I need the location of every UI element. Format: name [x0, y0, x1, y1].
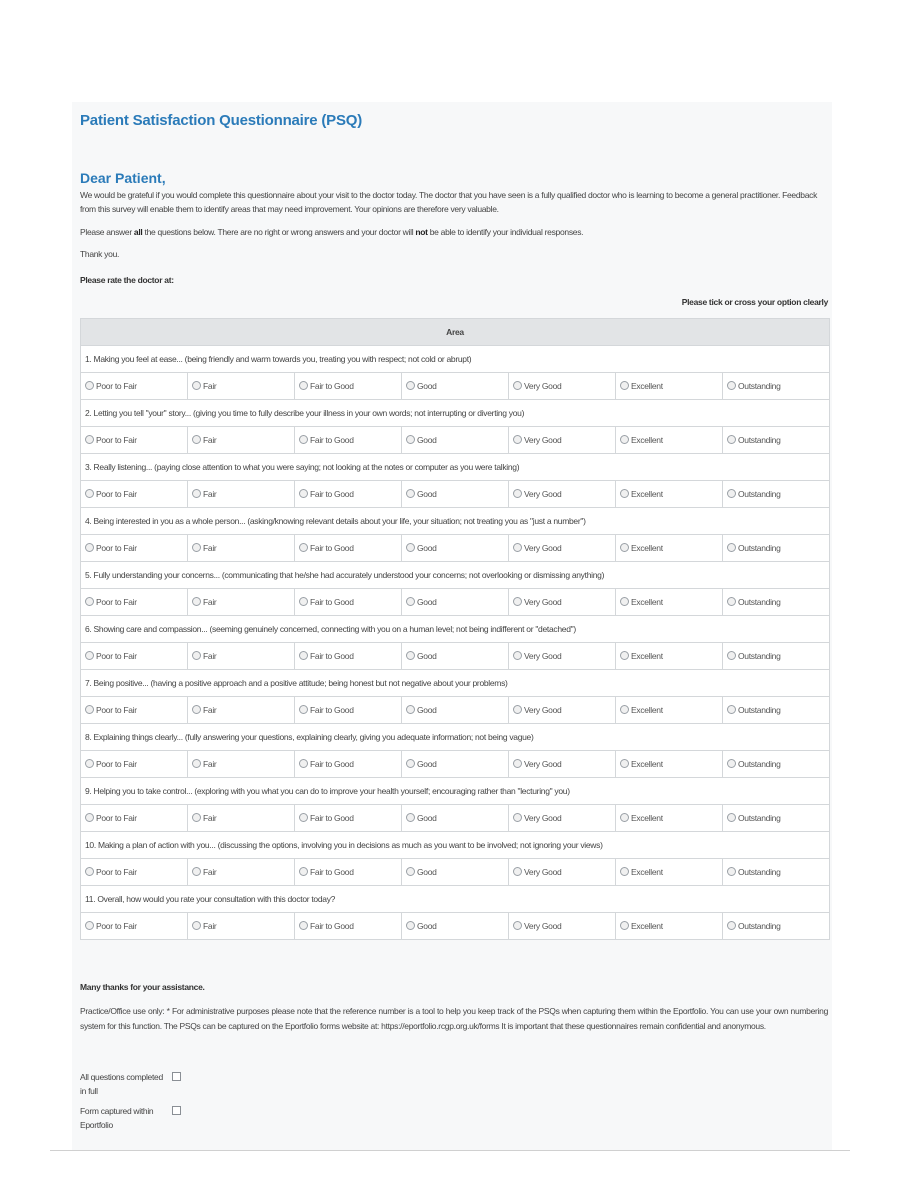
options-row: [81, 427, 830, 454]
options-row: [81, 535, 830, 562]
rating-option[interactable]: [188, 805, 295, 832]
rating-option[interactable]: [188, 913, 295, 940]
rating-option[interactable]: [402, 751, 509, 778]
question-row: [81, 346, 830, 373]
radio-button[interactable]: [727, 651, 736, 660]
option-label: Very Good: [524, 813, 562, 823]
question-row: [81, 670, 830, 697]
options-row: [81, 643, 830, 670]
option-label: Very Good: [524, 597, 562, 607]
option-label: Excellent: [631, 543, 663, 553]
option-label: Fair: [203, 867, 217, 877]
option-label: Good: [417, 759, 437, 769]
option-label: Good: [417, 435, 437, 445]
option-label: Fair: [203, 543, 217, 553]
option-label: Poor to Fair: [96, 381, 137, 391]
radio-button[interactable]: [192, 759, 201, 768]
option-label: Fair: [203, 381, 217, 391]
rating-option[interactable]: [616, 751, 723, 778]
option-label: Fair to Good: [310, 759, 354, 769]
rating-option[interactable]: [81, 427, 188, 454]
radio-button[interactable]: [192, 543, 201, 552]
rating-option[interactable]: [509, 481, 616, 508]
radio-button[interactable]: [620, 759, 629, 768]
rating-option[interactable]: [295, 697, 402, 724]
radio-button[interactable]: [513, 705, 522, 714]
option-label: Poor to Fair: [96, 705, 137, 715]
option-label: Excellent: [631, 921, 663, 931]
question-row: [81, 886, 830, 913]
radio-button[interactable]: [406, 435, 415, 444]
radio-button[interactable]: [299, 867, 308, 876]
option-label: Good: [417, 381, 437, 391]
options-row: [81, 751, 830, 778]
option-label: Excellent: [631, 489, 663, 499]
option-label: Very Good: [524, 867, 562, 877]
question-row: [81, 400, 830, 427]
question-row: [81, 454, 830, 481]
question-text: 1. Making you feel at ease... (being friendly and warm towards you, treating you with respect; not cold or abrupt): [81, 346, 830, 373]
rating-option[interactable]: [616, 589, 723, 616]
option-label: Excellent: [631, 435, 663, 445]
option-label: Good: [417, 543, 437, 553]
radio-button[interactable]: [727, 813, 736, 822]
rating-option[interactable]: [402, 805, 509, 832]
rating-option[interactable]: [81, 697, 188, 724]
radio-button[interactable]: [192, 921, 201, 930]
radio-button[interactable]: [727, 867, 736, 876]
radio-button[interactable]: [85, 921, 94, 930]
question-text: 5. Fully understanding your concerns... (communicating that he/she had accurately understood your concerns; not overlooking or dismissing anything): [81, 562, 830, 589]
rating-option[interactable]: [723, 751, 830, 778]
rating-option[interactable]: [723, 373, 830, 400]
rating-option[interactable]: [616, 859, 723, 886]
option-label: Fair: [203, 597, 217, 607]
option-label: Outstanding: [738, 381, 781, 391]
option-label: Fair to Good: [310, 435, 354, 445]
rating-option[interactable]: [509, 589, 616, 616]
rating-option[interactable]: [402, 373, 509, 400]
options-row: [81, 805, 830, 832]
option-label: Fair to Good: [310, 651, 354, 661]
option-label: Very Good: [524, 435, 562, 445]
rating-option[interactable]: [509, 427, 616, 454]
rating-option[interactable]: [723, 427, 830, 454]
option-label: Outstanding: [738, 705, 781, 715]
option-label: Poor to Fair: [96, 867, 137, 877]
option-label: Poor to Fair: [96, 597, 137, 607]
rating-option[interactable]: [81, 751, 188, 778]
rating-option[interactable]: [81, 589, 188, 616]
rating-option[interactable]: [723, 913, 830, 940]
question-text: 11. Overall, how would you rate your consultation with this doctor today?: [81, 886, 830, 913]
radio-button[interactable]: [406, 813, 415, 822]
rating-option[interactable]: [295, 427, 402, 454]
option-label: Outstanding: [738, 597, 781, 607]
radio-button[interactable]: [85, 651, 94, 660]
radio-button[interactable]: [406, 705, 415, 714]
rating-option[interactable]: [616, 643, 723, 670]
option-label: Fair to Good: [310, 543, 354, 553]
option-label: Fair: [203, 759, 217, 769]
question-text: 7. Being positive... (having a positive approach and a positive attitude; being honest but not negative about your problems): [81, 670, 830, 697]
rating-option[interactable]: [295, 373, 402, 400]
rating-option[interactable]: [295, 535, 402, 562]
option-label: Very Good: [524, 381, 562, 391]
tick-instruction: Please tick or cross your option clearly: [681, 297, 828, 307]
option-label: Excellent: [631, 381, 663, 391]
rating-option[interactable]: [188, 643, 295, 670]
option-label: Fair to Good: [310, 813, 354, 823]
radio-button[interactable]: [513, 867, 522, 876]
option-label: Good: [417, 867, 437, 877]
option-label: Very Good: [524, 543, 562, 553]
option-label: Fair to Good: [310, 705, 354, 715]
radio-button[interactable]: [406, 543, 415, 552]
option-label: Very Good: [524, 759, 562, 769]
rating-option[interactable]: [188, 697, 295, 724]
question-row: [81, 778, 830, 805]
rating-option[interactable]: [188, 481, 295, 508]
option-label: Poor to Fair: [96, 435, 137, 445]
option-label: Good: [417, 921, 437, 931]
option-label: Poor to Fair: [96, 651, 137, 661]
radio-button[interactable]: [620, 867, 629, 876]
question-text: 3. Really listening... (paying close attention to what you were saying; not looking at the notes or computer as you were talking): [81, 454, 830, 481]
option-label: Good: [417, 489, 437, 499]
radio-button[interactable]: [620, 651, 629, 660]
rating-option[interactable]: [81, 805, 188, 832]
radio-button[interactable]: [513, 435, 522, 444]
radio-button[interactable]: [513, 489, 522, 498]
option-label: Good: [417, 651, 437, 661]
rating-option[interactable]: [402, 427, 509, 454]
radio-button[interactable]: [513, 543, 522, 552]
option-label: Fair: [203, 921, 217, 931]
rating-option[interactable]: [81, 481, 188, 508]
radio-button[interactable]: [192, 381, 201, 390]
rating-option[interactable]: [723, 589, 830, 616]
radio-button[interactable]: [192, 597, 201, 606]
options-row: [81, 481, 830, 508]
radio-button[interactable]: [620, 435, 629, 444]
rating-option[interactable]: [188, 751, 295, 778]
radio-button[interactable]: [192, 651, 201, 660]
radio-button[interactable]: [406, 651, 415, 660]
rating-option[interactable]: [616, 913, 723, 940]
rating-option[interactable]: [295, 859, 402, 886]
question-text: 6. Showing care and compassion... (seeming genuinely concerned, connecting with you on a human level; not being indifferent or "detached"): [81, 616, 830, 643]
option-label: Fair: [203, 489, 217, 499]
radio-button[interactable]: [192, 813, 201, 822]
radio-button[interactable]: [727, 489, 736, 498]
rating-table: [80, 318, 830, 940]
radio-button[interactable]: [299, 813, 308, 822]
radio-button[interactable]: [513, 651, 522, 660]
option-label: Fair to Good: [310, 381, 354, 391]
rating-option[interactable]: [188, 373, 295, 400]
radio-button[interactable]: [406, 867, 415, 876]
radio-button[interactable]: [620, 597, 629, 606]
radio-button[interactable]: [727, 921, 736, 930]
rating-option[interactable]: [402, 643, 509, 670]
radio-button[interactable]: [620, 543, 629, 552]
radio-button[interactable]: [299, 597, 308, 606]
rating-option[interactable]: [188, 427, 295, 454]
options-row: [81, 373, 830, 400]
option-label: Excellent: [631, 597, 663, 607]
rating-option[interactable]: [723, 697, 830, 724]
footer-divider: [50, 1150, 850, 1151]
rating-option[interactable]: [81, 535, 188, 562]
rating-option[interactable]: [295, 913, 402, 940]
radio-button[interactable]: [85, 759, 94, 768]
radio-button[interactable]: [406, 921, 415, 930]
radio-button[interactable]: [406, 381, 415, 390]
rating-option[interactable]: [295, 589, 402, 616]
option-label: Outstanding: [738, 867, 781, 877]
question-text: 10. Making a plan of action with you... (discussing the options, involving you in decisions as much as you want to be involved; not ignoring your views): [81, 832, 830, 859]
rating-option[interactable]: [509, 535, 616, 562]
radio-button[interactable]: [727, 381, 736, 390]
option-label: Good: [417, 705, 437, 715]
thank-you-text: Thank you.: [80, 249, 120, 259]
instructions-paragraph: Please answer all the questions below. There are no right or wrong answers and your doctor will not be able to identify your individual responses.: [80, 227, 584, 237]
option-label: Very Good: [524, 705, 562, 715]
rating-option[interactable]: [295, 643, 402, 670]
rating-option[interactable]: [188, 859, 295, 886]
rating-option[interactable]: [509, 805, 616, 832]
rating-option[interactable]: [509, 859, 616, 886]
radio-button[interactable]: [620, 381, 629, 390]
option-label: Good: [417, 813, 437, 823]
rating-option[interactable]: [188, 535, 295, 562]
radio-button[interactable]: [406, 759, 415, 768]
rating-option[interactable]: [295, 481, 402, 508]
radio-button[interactable]: [513, 813, 522, 822]
radio-button[interactable]: [85, 705, 94, 714]
radio-button[interactable]: [299, 759, 308, 768]
option-label: Fair: [203, 813, 217, 823]
rating-option[interactable]: [402, 589, 509, 616]
option-label: Outstanding: [738, 435, 781, 445]
thanks-text: Many thanks for your assistance.: [80, 982, 205, 992]
radio-button[interactable]: [299, 921, 308, 930]
radio-button[interactable]: [85, 867, 94, 876]
option-label: Fair to Good: [310, 597, 354, 607]
rating-option[interactable]: [723, 805, 830, 832]
question-row: [81, 724, 830, 751]
options-row: [81, 697, 830, 724]
radio-button[interactable]: [299, 489, 308, 498]
option-label: Very Good: [524, 921, 562, 931]
rating-option[interactable]: [723, 481, 830, 508]
radio-button[interactable]: [299, 435, 308, 444]
option-label: Poor to Fair: [96, 759, 137, 769]
option-label: Fair to Good: [310, 489, 354, 499]
questions-completed-checkbox[interactable]: [172, 1072, 181, 1081]
option-label: Fair: [203, 705, 217, 715]
radio-button[interactable]: [727, 543, 736, 552]
radio-button[interactable]: [727, 435, 736, 444]
radio-button[interactable]: [727, 705, 736, 714]
check-form-captured: Form captured within Eportfolio: [80, 1104, 181, 1132]
radio-button[interactable]: [727, 759, 736, 768]
rating-option[interactable]: [509, 697, 616, 724]
option-label: Outstanding: [738, 489, 781, 499]
radio-button[interactable]: [620, 921, 629, 930]
greeting-heading: Dear Patient,: [80, 170, 166, 186]
radio-button[interactable]: [620, 489, 629, 498]
option-label: Outstanding: [738, 921, 781, 931]
rating-option[interactable]: [402, 913, 509, 940]
question-row: [81, 616, 830, 643]
options-row: [81, 859, 830, 886]
radio-button[interactable]: [513, 381, 522, 390]
table-header-area: Area: [81, 319, 830, 346]
question-text: 9. Helping you to take control... (exploring with you what you can do to improve your health yourself; encouraging rather than "lecturing" you): [81, 778, 830, 805]
rating-option[interactable]: [616, 481, 723, 508]
option-label: Poor to Fair: [96, 921, 137, 931]
option-label: Excellent: [631, 705, 663, 715]
rating-option[interactable]: [295, 751, 402, 778]
option-label: Fair to Good: [310, 921, 354, 931]
rating-option[interactable]: [616, 805, 723, 832]
radio-button[interactable]: [192, 867, 201, 876]
option-label: Very Good: [524, 489, 562, 499]
question-text: 8. Explaining things clearly... (fully answering your questions, explaining clearly, giving you adequate information; not being vague): [81, 724, 830, 751]
rating-option[interactable]: [509, 751, 616, 778]
option-label: Good: [417, 597, 437, 607]
rating-option[interactable]: [81, 859, 188, 886]
rating-option[interactable]: [402, 535, 509, 562]
option-label: Fair: [203, 651, 217, 661]
option-label: Outstanding: [738, 759, 781, 769]
admin-note: Practice/Office use only: * For administrative purposes please note that the reference number is a tool to help you keep track of the PSQs when capturing them within the Eportfolio. You can use your own numbering system for this function. The PSQs can be captured on the Eportfolio forms website at: https://eportfolio.rcgp.org.uk/forms It is important that these questionnaires remain confidential and anonymous.: [80, 1006, 828, 1031]
option-label: Outstanding: [738, 651, 781, 661]
radio-button[interactable]: [85, 597, 94, 606]
option-label: Poor to Fair: [96, 543, 137, 553]
option-label: Excellent: [631, 651, 663, 661]
radio-button[interactable]: [299, 381, 308, 390]
option-label: Fair: [203, 435, 217, 445]
radio-button[interactable]: [192, 705, 201, 714]
question-row: [81, 832, 830, 859]
radio-button[interactable]: [299, 543, 308, 552]
option-label: Outstanding: [738, 543, 781, 553]
rating-option[interactable]: [509, 913, 616, 940]
rating-option[interactable]: [723, 535, 830, 562]
option-label: Fair to Good: [310, 867, 354, 877]
radio-button[interactable]: [299, 651, 308, 660]
option-label: Outstanding: [738, 813, 781, 823]
radio-button[interactable]: [192, 435, 201, 444]
option-label: Excellent: [631, 813, 663, 823]
questionnaire-page: [72, 102, 832, 1150]
form-captured-checkbox[interactable]: [172, 1106, 181, 1115]
radio-button[interactable]: [727, 597, 736, 606]
rating-option[interactable]: [402, 697, 509, 724]
page-title: Patient Satisfaction Questionnaire (PSQ): [80, 112, 363, 129]
check-questions-completed: All questions completed in full: [80, 1070, 181, 1098]
radio-button[interactable]: [299, 705, 308, 714]
radio-button[interactable]: [620, 813, 629, 822]
rating-option[interactable]: [81, 913, 188, 940]
radio-button[interactable]: [513, 921, 522, 930]
option-label: Poor to Fair: [96, 489, 137, 499]
radio-button[interactable]: [85, 813, 94, 822]
question-text: 4. Being interested in you as a whole person... (asking/knowing relevant details about your life, your situation; not treating you as "just a number"): [81, 508, 830, 535]
rating-option[interactable]: [188, 589, 295, 616]
rating-option[interactable]: [402, 859, 509, 886]
options-row: [81, 589, 830, 616]
rating-option[interactable]: [616, 535, 723, 562]
rating-option[interactable]: [616, 373, 723, 400]
rating-option[interactable]: [81, 643, 188, 670]
rating-option[interactable]: [509, 643, 616, 670]
rate-label: Please rate the doctor at:: [80, 275, 174, 285]
rating-option[interactable]: [402, 481, 509, 508]
rating-option[interactable]: [509, 373, 616, 400]
option-label: Very Good: [524, 651, 562, 661]
rating-option[interactable]: [295, 805, 402, 832]
radio-button[interactable]: [192, 489, 201, 498]
rating-option[interactable]: [616, 427, 723, 454]
rating-option[interactable]: [723, 643, 830, 670]
radio-button[interactable]: [513, 597, 522, 606]
rating-option[interactable]: [616, 697, 723, 724]
rating-option[interactable]: [723, 859, 830, 886]
intro-paragraph: We would be grateful if you would complete this questionnaire about your visit to the doctor today. The doctor that you have seen is a fully qualified doctor who is learning to become a general practitioner. Feedback from this survey will enable them to identify areas that may need improvement. Your opinions are therefore very valuable.: [80, 190, 818, 214]
option-label: Excellent: [631, 759, 663, 769]
radio-button[interactable]: [85, 543, 94, 552]
radio-button[interactable]: [85, 489, 94, 498]
question-row: [81, 508, 830, 535]
question-text: 2. Letting you tell "your" story... (giving you time to fully describe your illness in your own words; not interrupting or diverting you): [81, 400, 830, 427]
radio-button[interactable]: [513, 759, 522, 768]
radio-button[interactable]: [620, 705, 629, 714]
rating-option[interactable]: [81, 373, 188, 400]
option-label: Excellent: [631, 867, 663, 877]
options-row: [81, 913, 830, 940]
radio-button[interactable]: [406, 489, 415, 498]
radio-button[interactable]: [85, 381, 94, 390]
radio-button[interactable]: [406, 597, 415, 606]
question-row: [81, 562, 830, 589]
option-label: Poor to Fair: [96, 813, 137, 823]
radio-button[interactable]: [85, 435, 94, 444]
